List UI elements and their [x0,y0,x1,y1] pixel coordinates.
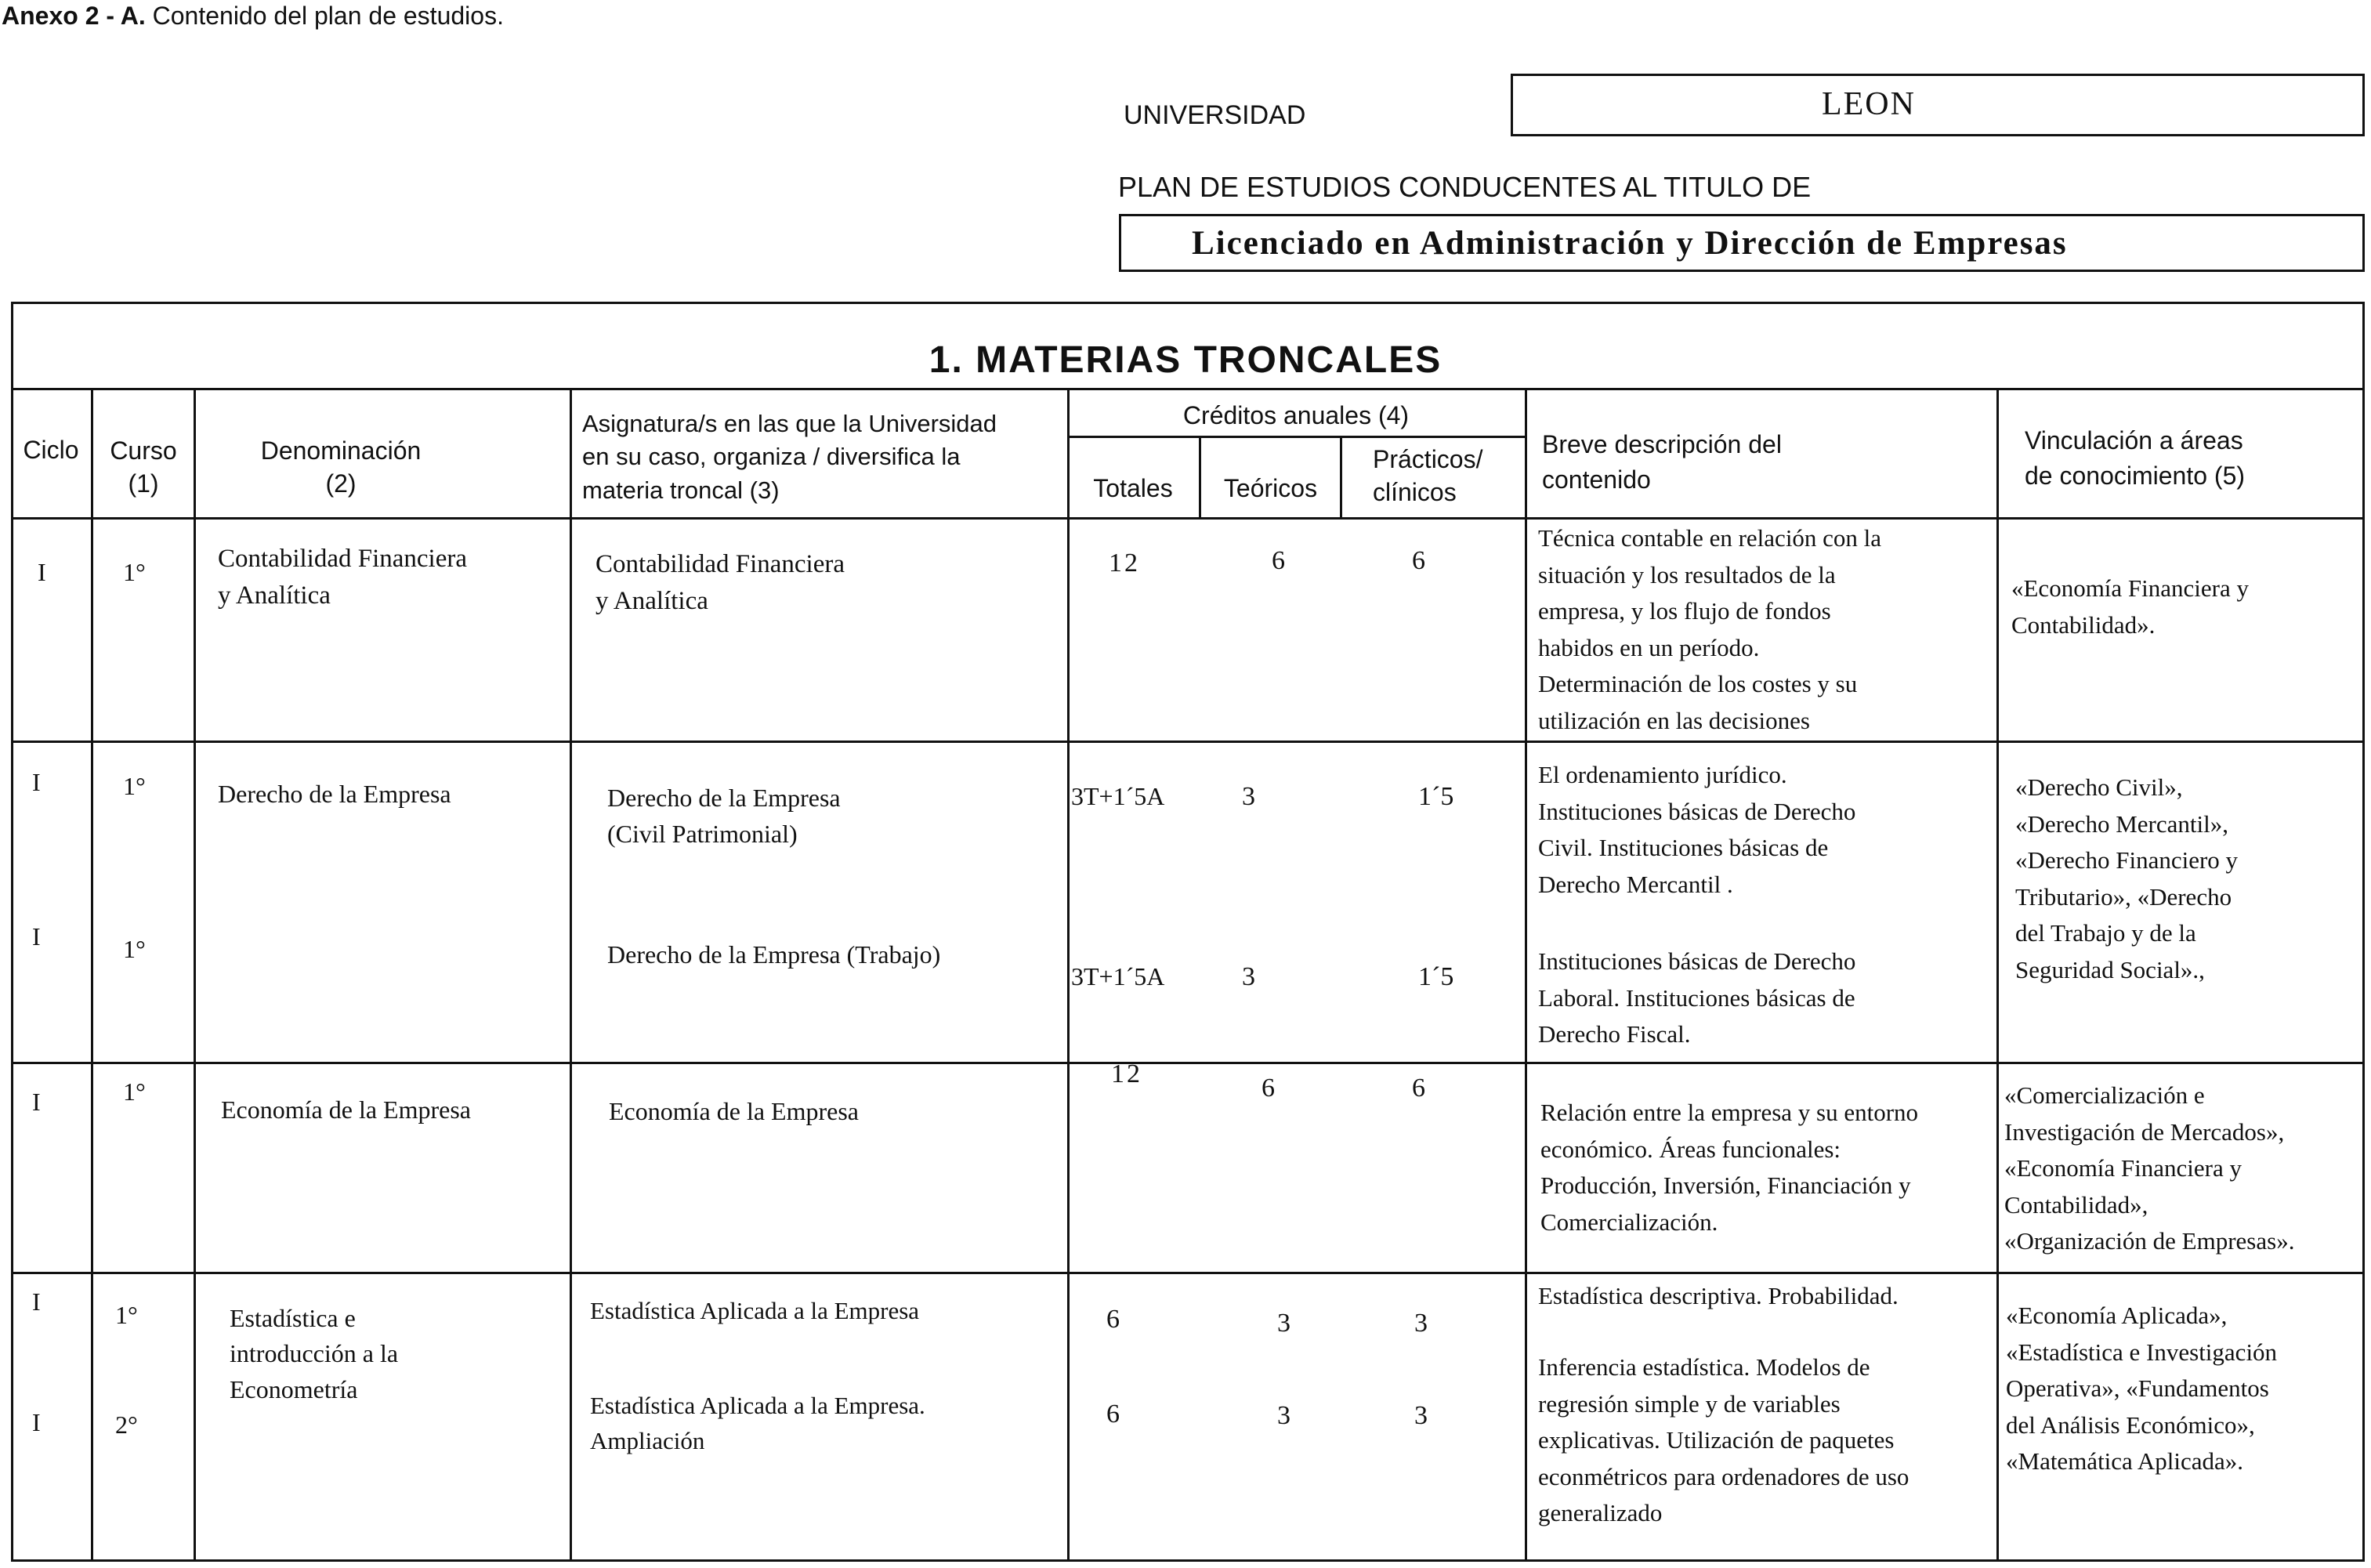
cell-denominacion: Economía de la Empresa [221,1095,471,1124]
cell-teoricos: 3 [1277,1401,1290,1430]
col-header-creditos: Créditos anuales (4) [1182,401,1410,429]
table-rule [1525,388,1527,1562]
cell-denominacion: Derecho de la Empresa [218,780,451,808]
cell-practicos: 1´5 [1418,782,1454,811]
cell-asignatura: Derecho de la Empresa (Trabajo) [607,940,941,969]
cell-asignatura: Estadística Aplicada a la Empresa [590,1297,920,1324]
cell-practicos: 6 [1412,546,1425,575]
cell-asignatura: Contabilidad Financiera y Analítica [595,550,845,615]
col-header-totales: Totales [1093,474,1173,502]
cell-asignatura: Estadística Aplicada a la Empresa. Ampliación [590,1392,925,1454]
col-header-curso: Curso (1) [110,436,177,498]
table-rule [194,388,196,1562]
cell-teoricos: 6 [1272,546,1285,575]
col-header-denominacion: Denominación (2) [260,436,422,498]
table-rule [570,388,572,1562]
cell-curso: 2° [115,1410,138,1439]
col-header-practicos: Prácticos/ clínicos [1373,445,1483,506]
cell-descripcion: El ordenamiento jurídico. Instituciones básicas de Derecho Civil. Instituciones básicas de Derecho Mercantil . [1538,761,1856,898]
universidad-label: UNIVERSIDAD [1124,100,1306,130]
table-rule [11,741,2365,743]
table-rule [1067,388,1070,1562]
cell-practicos: 6 [1412,1074,1425,1103]
annex-rest: Contenido del plan de estudios. [145,2,504,30]
cell-curso: 1° [123,935,146,963]
cell-totales: 3T+1´5A [1071,782,1165,810]
col-header-descripcion: Breve descripción del contenido [1542,430,1782,494]
cell-totales: 6 [1106,1400,1120,1429]
col-header-teoricos: Teóricos [1223,474,1318,502]
col-header-vinculacion: Vinculación a áreas de conocimiento (5) [2025,426,2246,490]
table-rule [11,517,2365,520]
cell-practicos: 3 [1414,1309,1428,1338]
cell-descripcion: Instituciones básicas de Derecho Laboral. Instituciones básicas de Derecho Fiscal. [1538,947,1856,1048]
cell-denominacion: Contabilidad Financiera y Analítica [218,545,467,610]
table-rule [91,388,93,1562]
cell-vinculacion: «Comercialización e Investigación de Mercados», «Economía Financiera y Contabilidad», «Organización de Empresas». [2004,1081,2295,1255]
cell-ciclo: I [32,1408,41,1436]
section-title: 1. MATERIAS TRONCALES [928,339,1443,381]
col-header-asignatura: Asignatura/s en las que la Universidad en su caso, organiza / diversifica la materia troncal (3) [582,410,997,504]
table-rule [11,1272,2365,1274]
cell-totales: 12 [1109,549,1140,578]
annex-heading [2,2,504,31]
titulo-value: Licenciado en Administración y Dirección de Empresas [1192,225,2068,262]
cell-curso: 1° [123,1077,146,1106]
cell-descripcion: Estadística descriptiva. Probabilidad. [1538,1282,1899,1309]
cell-teoricos: 3 [1277,1309,1290,1338]
cell-ciclo: I [32,922,41,951]
cell-totales: 6 [1106,1305,1120,1334]
cell-totales: 12 [1111,1059,1142,1088]
table-rule [1996,388,1999,1562]
cell-teoricos: 3 [1242,782,1255,811]
annex-prefix: Anexo 2 - A. [2,2,146,30]
universidad-value: LEON [1822,86,1916,122]
plan-label: PLAN DE ESTUDIOS CONDUCENTES AL TITULO DE [1118,171,1812,203]
cell-curso: 1° [123,558,146,586]
cell-ciclo: I [32,1287,41,1316]
cell-teoricos: 6 [1262,1074,1275,1103]
col-header-ciclo: Ciclo [23,436,79,464]
cell-practicos: 1´5 [1418,962,1454,991]
cell-vinculacion: «Economía Aplicada», «Estadística e Investigación Operativa», «Fundamentos del Análisis Económico», «Matemática Aplicada». [2006,1302,2278,1475]
table-rule [11,388,2365,390]
cell-descripcion: Inferencia estadística. Modelos de regresión simple y de variables explicativas. Utilización de paquetes econmétricos para ordenadores de uso generalizado [1538,1353,1909,1526]
cell-totales: 3T+1´5A [1071,962,1165,990]
cell-curso: 1° [123,772,146,800]
table-rule [11,1062,2365,1064]
cell-ciclo: I [38,558,46,586]
cell-ciclo: I [32,1088,41,1116]
cell-asignatura: Derecho de la Empresa (Civil Patrimonial) [607,784,841,849]
cell-denominacion: Estadística e introducción a la Econometría [230,1304,399,1403]
cell-descripcion: Técnica contable en relación con la situación y los resultados de la empresa, y los flujo de fondos habidos en un período. Determinación de los costes y su utilización en las decisiones [1538,524,1882,734]
cell-vinculacion: «Derecho Civil», «Derecho Mercantil», «Derecho Financiero y Tributario», «Derecho del Trabajo y de la Seguridad Social»., [2015,773,2239,983]
cell-teoricos: 3 [1242,962,1255,991]
cell-practicos: 3 [1414,1401,1428,1430]
universidad-box [1511,74,2365,136]
cell-ciclo: I [32,768,41,796]
cell-asignatura: Economía de la Empresa [609,1097,859,1125]
titulo-box [1119,214,2365,272]
table-rule [1340,436,1342,517]
cell-curso: 1° [115,1301,138,1329]
table-rule [1067,436,1525,438]
cell-descripcion: Relación entre la empresa y su entorno económico. Áreas funcionales: Producción, Inversión, Financiación y Comercialización. [1540,1099,1919,1236]
cell-vinculacion: «Economía Financiera y Contabilidad». [2011,574,2250,639]
